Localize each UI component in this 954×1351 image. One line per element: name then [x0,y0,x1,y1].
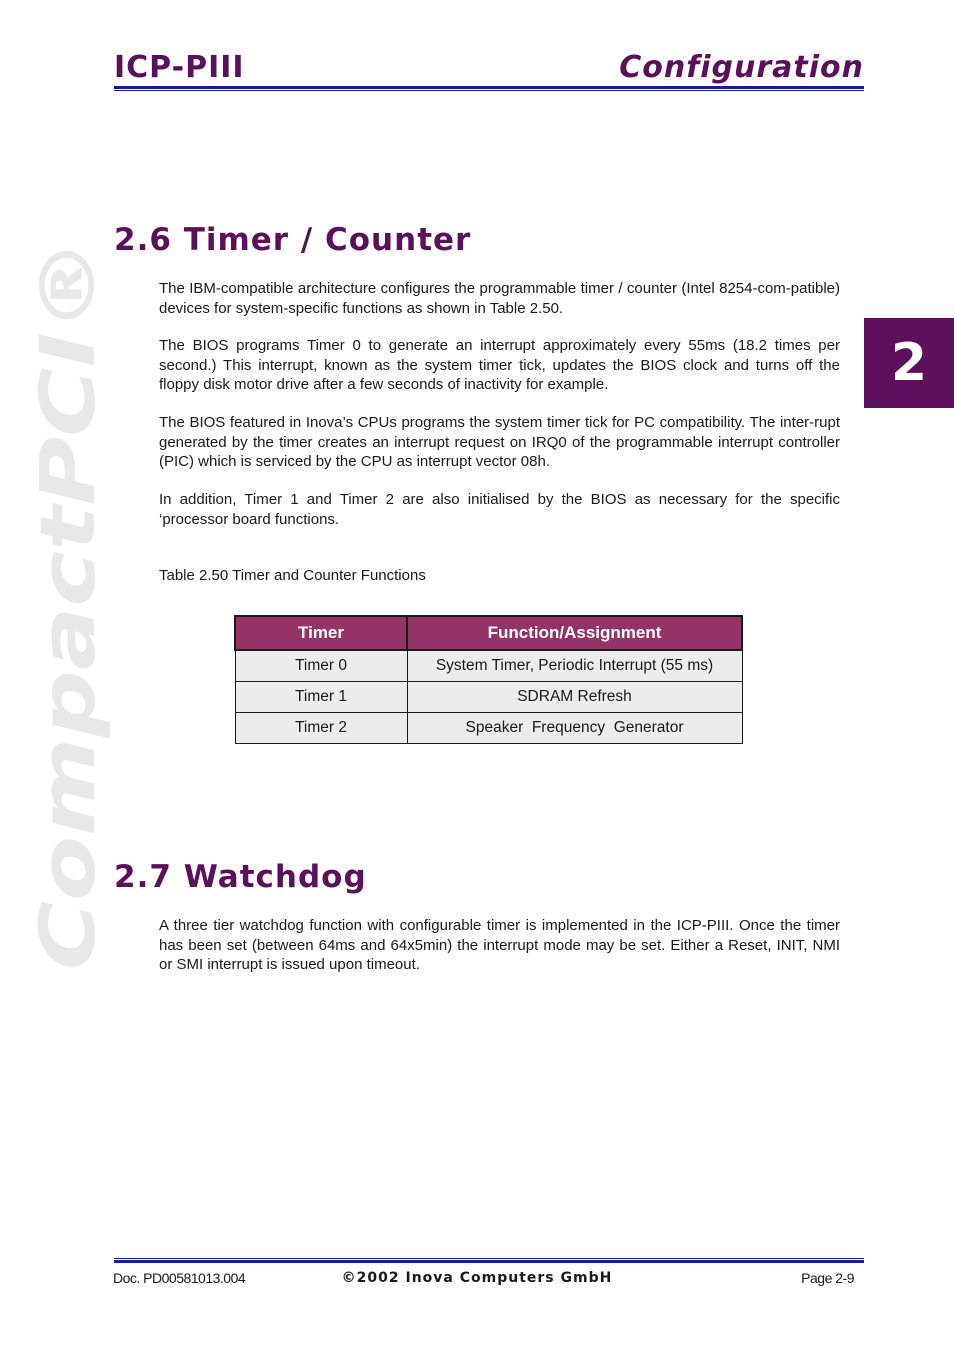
header-rule-thin [114,90,864,91]
paragraph: The BIOS featured in Inova’s CPUs programs the system timer tick for PC compatibility. The inter-rupt generated by the timer creates an interrupt request on IRQ0 of the programmable interrupt controller (PIC) which is serviced by the CPU as interrupt vector 08h. [159,414,840,470]
table-header-row [235,616,742,650]
footer-rule-thin [114,1258,864,1259]
section-heading-timer-counter: 2.6 Timer / Counter [114,222,472,258]
table-cell: Timer 1 [235,682,407,713]
watermark-text: CompactPCI® [23,379,112,970]
paragraph: A three tier watchdog function with configurable timer is implemented in the ICP-PIII. Once the timer has been set (between 64ms and 64x5min) the interrupt mode may be set. Either a Reset, INIT, NMI or SMI interrupt is issued upon timeout. [159,917,840,973]
header-rule-thick [114,86,864,89]
page-number: Page 2-9 [801,1270,854,1286]
table-row [235,650,742,682]
table-cell: Timer 2 [235,713,407,744]
paragraph: In addition, Timer 1 and Timer 2 are also initialised by the BIOS as necessary for the specific ‘processor board functions. [159,491,840,528]
table-row [235,713,742,744]
table-cell: Timer 0 [235,650,407,682]
footer-rule-thick [114,1260,864,1263]
table-row [235,682,742,713]
chapter-title: Configuration [619,50,864,85]
timer-counter-table [234,615,743,744]
chapter-tab: 2 [864,318,954,408]
product-title: ICP-PIII [114,50,245,85]
table-cell: System Timer, Periodic Interrupt (55 ms) [407,650,742,682]
table-caption: Table 2.50 Timer and Counter Functions [159,567,426,584]
section-heading-watchdog: 2.7 Watchdog [114,859,367,895]
document-number: Doc. PD00581013.004 [113,1270,246,1286]
column-header-timer: Timer [235,616,407,650]
compactpci-watermark [23,236,112,972]
table-cell: SDRAM Refresh [407,682,742,713]
copyright: ©2002 Inova Computers GmbH [341,1270,613,1286]
column-header-function: Function/Assignment [407,616,742,650]
table-cell: Speaker Frequency Generator [407,713,742,744]
paragraph: The BIOS programs Timer 0 to generate an interrupt approximately every 55ms (18.2 times per second.) This interrupt, known as the system timer tick, updates the BIOS clock and turns off the floppy disk motor drive after a few seconds of inactivity for example. [159,337,840,393]
paragraph: The IBM-compatible architecture configures the programmable timer / counter (Intel 8254-com-patible) devices for system-specific functions as shown in Table 2.50. [159,280,840,317]
